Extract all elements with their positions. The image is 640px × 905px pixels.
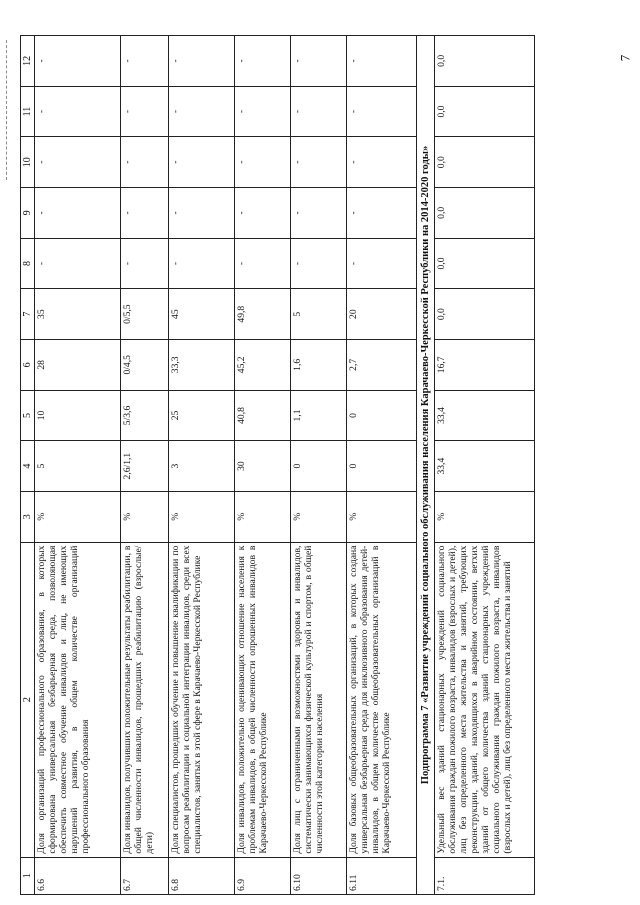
value-cell: - [291,238,347,289]
value-cell: 33,4 [435,441,535,492]
row-index: 6.10 [291,857,347,894]
header-cell: 3 [21,491,35,542]
value-cell: - [235,188,291,239]
row-index: 6.6 [35,857,121,894]
header-cell: 2 [21,542,35,857]
value-cell: 30 [235,441,291,492]
row-index: 6.11 [347,857,417,894]
value-cell: 0,0 [435,238,535,289]
value-cell: - [235,137,291,188]
value-cell: - [35,36,121,87]
value-cell: - [347,238,417,289]
value-cell: - [169,86,235,137]
value-cell: 0,0 [435,86,535,137]
value-cell: - [347,36,417,87]
table-row [235,36,291,895]
indicator-description: Доля лиц с ограниченными возможностями здоровья и инвалидов, систематически занимающихся физической культурой и спортом, в общей численности этой категории населения [291,542,347,857]
indicator-description: Удельный вес зданий стационарных учреждений социального обслуживания граждан пожилого возраста, инвалидов (взрослых и детей), лиц без определенного места жительства и занятий, требующих реконструкции, зданий, находящихся в аварийном состоянии, ветхих зданий от общего количества зданий стационарных учреждений социального обслуживания граждан пожилого возраста, инвалидов (взрослых и детей), лиц без определенного места жительства и занятий [435,542,535,857]
rotated-table-page [20,35,620,895]
header-cell: 4 [21,441,35,492]
header-cell: 10 [21,137,35,188]
header-row [21,36,35,895]
value-cell: - [35,188,121,239]
value-cell: 0/4,5 [121,339,169,390]
value-cell: 28 [35,339,121,390]
unit-cell: % [435,491,535,542]
value-cell: - [121,137,169,188]
value-cell: 40,8 [235,390,291,441]
value-cell: - [121,188,169,239]
value-cell: - [121,238,169,289]
value-cell: - [121,36,169,87]
subprogram-title: Подпрограмма 7 «Развитие учреждений социального обслуживания населения Карачаево-Черкесской Республики на 2014-2020 годы» [417,36,435,895]
value-cell: 0,0 [435,36,535,87]
value-cell: 16,7 [435,339,535,390]
value-cell: 0 [347,390,417,441]
table-row [347,36,417,895]
value-cell: 1,1 [291,390,347,441]
value-cell: 0,0 [435,289,535,340]
value-cell: 0,0 [435,188,535,239]
value-cell: 45,2 [235,339,291,390]
indicator-description: Доля инвалидов, положительно оценивающих отношение населения к проблемам инвалидов, в общей численности опрошенных инвалидов в Карачаево-Черкесской Республике [235,542,291,857]
value-cell: - [347,137,417,188]
table-row [435,36,535,895]
indicator-description: Доля инвалидов, получивших положительные результаты реабилитации, в общей численности инвалидов, прошедших реабилитацию (взрослые/дети) [121,542,169,857]
header-cell: 6 [21,339,35,390]
table-row [291,36,347,895]
value-cell: 5 [35,441,121,492]
page-number: 7 [616,54,632,62]
value-cell: 33,3 [169,339,235,390]
row-index: 6.7 [121,857,169,894]
header-cell: 1 [21,857,35,894]
value-cell: - [235,238,291,289]
value-cell: - [169,36,235,87]
value-cell: 2,7 [347,339,417,390]
value-cell: - [347,188,417,239]
value-cell: 35 [35,289,121,340]
row-index: 6.8 [169,857,235,894]
table-row [169,36,235,895]
header-cell: 11 [21,86,35,137]
subprogram-row [417,36,435,895]
value-cell: 49,8 [235,289,291,340]
value-cell: - [35,86,121,137]
indicator-description: Доля базовых общеобразовательных организаций, в которых создана универсальная безбарьерная среда для инклюзивного образования детей-инвалидов, в общем количестве общеобразовательных организаций в Карачаево-Черкесской Республике [347,542,417,857]
value-cell: 3 [169,441,235,492]
value-cell: - [169,188,235,239]
scan-margin-marks [6,40,9,180]
value-cell: - [347,86,417,137]
header-cell: 9 [21,188,35,239]
value-cell: 10 [35,390,121,441]
value-cell: 1,6 [291,339,347,390]
header-cell: 12 [21,36,35,87]
header-cell: 7 [21,289,35,340]
value-cell: - [35,137,121,188]
value-cell: - [291,188,347,239]
indicator-description: Доля организаций профессионального образования, в которых сформирована универсальная безбарьерная среда, позволяющая обеспечить совместное обучение инвалидов и лиц, не имеющих нарушений развития, в общем количестве организаций профессионального образования [35,542,121,857]
header-cell: 5 [21,390,35,441]
unit-cell: % [169,491,235,542]
value-cell: - [121,86,169,137]
row-index: 6.9 [235,857,291,894]
indicators-table [20,35,535,895]
value-cell: 0,0 [435,137,535,188]
unit-cell: % [121,491,169,542]
table-row [35,36,121,895]
value-cell: 0 [347,441,417,492]
value-cell: - [169,238,235,289]
row-index: 7.1. [435,857,535,894]
value-cell: 45 [169,289,235,340]
unit-cell: % [235,491,291,542]
indicator-description: Доля специалистов, прошедших обучение и повышение квалификации по вопросам реабилитации и социальной интеграции инвалидов, среди всех специалистов, занятых в этой сфере в Карачаево-Черкесской Республике [169,542,235,857]
value-cell: - [235,86,291,137]
value-cell: - [35,238,121,289]
value-cell: 5 [291,289,347,340]
value-cell: - [169,137,235,188]
value-cell: 20 [347,289,417,340]
value-cell: 25 [169,390,235,441]
unit-cell: % [347,491,417,542]
value-cell: 0/5,5 [121,289,169,340]
value-cell: - [235,36,291,87]
value-cell: 2,6/1,1 [121,441,169,492]
table-row [121,36,169,895]
header-cell: 8 [21,238,35,289]
unit-cell: % [291,491,347,542]
value-cell: 0 [291,441,347,492]
value-cell: - [291,36,347,87]
value-cell: 5/3,6 [121,390,169,441]
value-cell: 33,4 [435,390,535,441]
unit-cell: % [35,491,121,542]
value-cell: - [291,86,347,137]
value-cell: - [291,137,347,188]
